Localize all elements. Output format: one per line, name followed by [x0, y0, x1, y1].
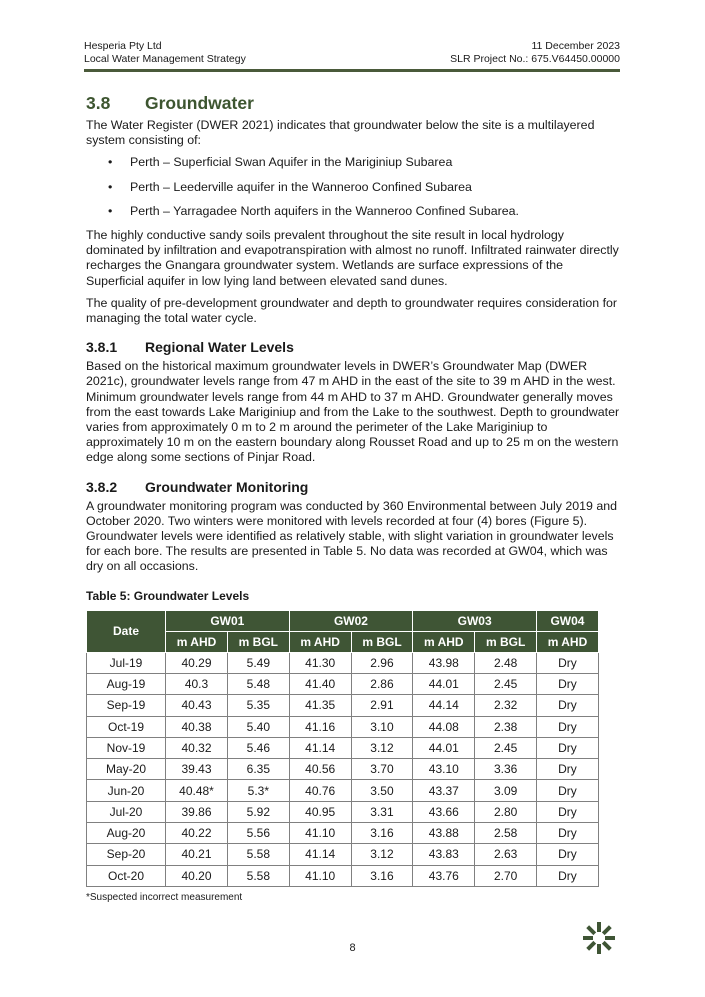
- cell-value: 5.40: [228, 716, 290, 737]
- cell-value: 3.12: [351, 844, 413, 865]
- cell-value: Dry: [536, 801, 598, 822]
- logo-ray: [586, 941, 596, 951]
- cell-value: 40.32: [166, 737, 228, 758]
- cell-value: 2.91: [351, 695, 413, 716]
- cell-date: Jul-19: [87, 652, 166, 673]
- table-row: [87, 801, 599, 822]
- cell-value: 2.48: [475, 652, 537, 673]
- subheader: m AHD: [166, 631, 228, 652]
- cell-value: Dry: [536, 716, 598, 737]
- cell-value: 43.66: [413, 801, 475, 822]
- cell-date: Aug-19: [87, 673, 166, 694]
- section-number: 3.8: [86, 93, 111, 113]
- cell-value: 5.48: [228, 673, 290, 694]
- cell-value: 2.58: [475, 823, 537, 844]
- subsection-heading-monitoring: [86, 479, 620, 495]
- cell-value: 40.3: [166, 673, 228, 694]
- table-row: [87, 865, 599, 886]
- table-row: [87, 823, 599, 844]
- header-rule: [84, 69, 620, 72]
- table-row: [87, 695, 599, 716]
- cell-value: 40.56: [289, 759, 351, 780]
- cell-value: 44.14: [413, 695, 475, 716]
- header-gw03: GW03: [413, 610, 537, 631]
- cell-value: 3.10: [351, 716, 413, 737]
- list-item: • Perth – Superficial Swan Aquifer in the Mariginiup Subarea: [86, 155, 620, 170]
- table-row: [87, 673, 599, 694]
- page-content: [86, 93, 620, 903]
- cell-value: 2.86: [351, 673, 413, 694]
- header-gw04: GW04: [536, 610, 598, 631]
- cell-date: Jul-20: [87, 801, 166, 822]
- table-row: [87, 716, 599, 737]
- cell-value: 2.96: [351, 652, 413, 673]
- cell-date: Jun-20: [87, 780, 166, 801]
- cell-value: 40.22: [166, 823, 228, 844]
- cell-value: Dry: [536, 695, 598, 716]
- header-gw02: GW02: [289, 610, 413, 631]
- cell-value: 44.01: [413, 737, 475, 758]
- subheader: m AHD: [536, 631, 598, 652]
- table-row: [87, 737, 599, 758]
- logo-ray: [602, 941, 612, 951]
- cell-date: Oct-20: [87, 865, 166, 886]
- table-caption: Table 5: Groundwater Levels: [86, 588, 250, 603]
- cell-value: 40.29: [166, 652, 228, 673]
- subheader: m BGL: [475, 631, 537, 652]
- header-company: Hesperia Pty Ltd: [84, 40, 162, 52]
- table-row: [87, 652, 599, 673]
- logo-ray: [583, 936, 593, 940]
- cell-value: 2.45: [475, 673, 537, 694]
- table-header-row: [87, 610, 599, 631]
- subheader: m AHD: [289, 631, 351, 652]
- subsection-number: 3.8.2: [86, 478, 118, 495]
- monitoring-paragraph: A groundwater monitoring program was conducted by 360 Environmental between July 2019 and October 2020. Two winters were monitored with levels recorded at four (4) bores (Figure 5). Groundwater levels were identified as relatively stable, with slight variation in groundwater levels for each bore. The results are presented in Table 5. No data was recorded at GW04, which was dry on all occasions.: [86, 498, 618, 574]
- header-left: [84, 40, 246, 66]
- cell-value: 2.45: [475, 737, 537, 758]
- cell-value: 40.48*: [166, 780, 228, 801]
- cell-value: 43.83: [413, 844, 475, 865]
- cell-value: 3.31: [351, 801, 413, 822]
- cell-value: 5.58: [228, 865, 290, 886]
- cell-value: 5.49: [228, 652, 290, 673]
- cell-value: 5.56: [228, 823, 290, 844]
- cell-value: 40.76: [289, 780, 351, 801]
- cell-value: 5.92: [228, 801, 290, 822]
- logo-ray: [597, 944, 601, 954]
- slr-starburst-icon: [582, 921, 616, 955]
- cell-value: 41.10: [289, 865, 351, 886]
- cell-value: 43.76: [413, 865, 475, 886]
- cell-value: 43.10: [413, 759, 475, 780]
- table-body: [87, 652, 599, 886]
- cell-date: Aug-20: [87, 823, 166, 844]
- groundwater-levels-table: [86, 610, 599, 887]
- section-paragraph-2: The highly conductive sandy soils prevalent throughout the site result in local hydrology dominated by infiltration and evapotranspiration with almost no runoff. Infiltrated rainwater directly recharges the Gnangara groundwater system. Wetlands are surface expressions of the Superficial aquifer in low lying land between elevated sand dunes.: [86, 228, 619, 288]
- cell-value: Dry: [536, 673, 598, 694]
- subheader: m BGL: [228, 631, 290, 652]
- subsection-title: Regional Water Levels: [145, 339, 294, 356]
- cell-value: 5.3*: [228, 780, 290, 801]
- table-footnote: *Suspected incorrect measurement: [86, 891, 243, 903]
- subheader: m BGL: [351, 631, 413, 652]
- cell-value: 41.14: [289, 844, 351, 865]
- section-title: Groundwater: [145, 93, 254, 113]
- list-item: • Perth – Leederville aquifer in the Wanneroo Confined Subarea: [86, 180, 620, 195]
- cell-value: 3.16: [351, 865, 413, 886]
- cell-value: 40.20: [166, 865, 228, 886]
- cell-value: 5.58: [228, 844, 290, 865]
- cell-value: Dry: [536, 865, 598, 886]
- cell-date: Oct-19: [87, 716, 166, 737]
- cell-value: 2.70: [475, 865, 537, 886]
- subsection-number: 3.8.1: [86, 339, 118, 356]
- cell-value: 41.40: [289, 673, 351, 694]
- cell-value: Dry: [536, 844, 598, 865]
- cell-value: 5.35: [228, 695, 290, 716]
- cell-value: 5.46: [228, 737, 290, 758]
- header-date: 11 December 2023: [531, 40, 620, 52]
- cell-date: Sep-19: [87, 695, 166, 716]
- cell-value: 6.35: [228, 759, 290, 780]
- cell-value: Dry: [536, 737, 598, 758]
- cell-value: 3.70: [351, 759, 413, 780]
- cell-value: 41.30: [289, 652, 351, 673]
- page-number: 8: [349, 942, 356, 954]
- cell-value: 40.95: [289, 801, 351, 822]
- cell-value: 2.32: [475, 695, 537, 716]
- cell-value: 41.14: [289, 737, 351, 758]
- cell-value: 44.01: [413, 673, 475, 694]
- section-paragraph-3: The quality of pre-development groundwater and depth to groundwater requires consideration for managing the total water cycle.: [86, 295, 618, 326]
- cell-value: 3.36: [475, 759, 537, 780]
- cell-value: Dry: [536, 780, 598, 801]
- cell-value: 3.50: [351, 780, 413, 801]
- cell-value: 41.10: [289, 823, 351, 844]
- cell-date: Nov-19: [87, 737, 166, 758]
- cell-date: May-20: [87, 759, 166, 780]
- cell-value: Dry: [536, 652, 598, 673]
- cell-value: Dry: [536, 823, 598, 844]
- cell-value: 2.80: [475, 801, 537, 822]
- subsection-title: Groundwater Monitoring: [145, 478, 309, 495]
- cell-value: 3.12: [351, 737, 413, 758]
- section-heading: [86, 93, 620, 114]
- cell-value: 39.43: [166, 759, 228, 780]
- header-project: SLR Project No.: 675.V64450.00000: [450, 53, 620, 65]
- header-right: [450, 40, 620, 66]
- table-row: [87, 780, 599, 801]
- cell-value: 40.38: [166, 716, 228, 737]
- cell-value: 43.37: [413, 780, 475, 801]
- table-row: [87, 759, 599, 780]
- section-intro: The Water Register (DWER 2021) indicates that groundwater below the site is a multilayered system consisting of:: [86, 118, 595, 148]
- header-gw01: GW01: [166, 610, 290, 631]
- cell-date: Sep-20: [87, 844, 166, 865]
- cell-value: 3.09: [475, 780, 537, 801]
- header-document: Local Water Management Strategy: [84, 53, 246, 65]
- logo-ray: [605, 936, 615, 940]
- cell-value: Dry: [536, 759, 598, 780]
- cell-value: 2.63: [475, 844, 537, 865]
- subheader: m AHD: [413, 631, 475, 652]
- logo-ray: [602, 925, 612, 935]
- cell-value: 41.35: [289, 695, 351, 716]
- cell-value: 40.43: [166, 695, 228, 716]
- regional-paragraph: Based on the historical maximum groundwater levels in DWER’s Groundwater Map (DWER 2021c), groundwater levels range from 47 m AHD in the east of the site to 39 m AHD in the west. Minimum groundwater levels range from 44 m AHD to 37 m AHD. Groundwater generally moves from the east towards Lake Mariginiup and from the Lake to the southwest. Depth to groundwater varies from approximately 0 m to 2 m around the perimeter of the Lake Mariginiup to approximately 10 m on the eastern boundary along Rousset Road and up to 25 m on the western edge along some sections of Pinjar Road.: [86, 359, 620, 465]
- table-row: [87, 844, 599, 865]
- cell-value: 3.16: [351, 823, 413, 844]
- cell-value: 43.88: [413, 823, 475, 844]
- cell-value: 41.16: [289, 716, 351, 737]
- list-item: • Perth – Yarragadee North aquifers in the Wanneroo Confined Subarea.: [86, 204, 620, 219]
- logo-ray: [586, 925, 596, 935]
- cell-value: 44.08: [413, 716, 475, 737]
- cell-value: 2.38: [475, 716, 537, 737]
- logo-ray: [597, 922, 601, 932]
- header-date: Date: [87, 610, 166, 652]
- aquifer-list: [86, 155, 620, 219]
- subsection-heading-regional: [86, 339, 620, 355]
- cell-value: 40.21: [166, 844, 228, 865]
- cell-value: 43.98: [413, 652, 475, 673]
- cell-value: 39.86: [166, 801, 228, 822]
